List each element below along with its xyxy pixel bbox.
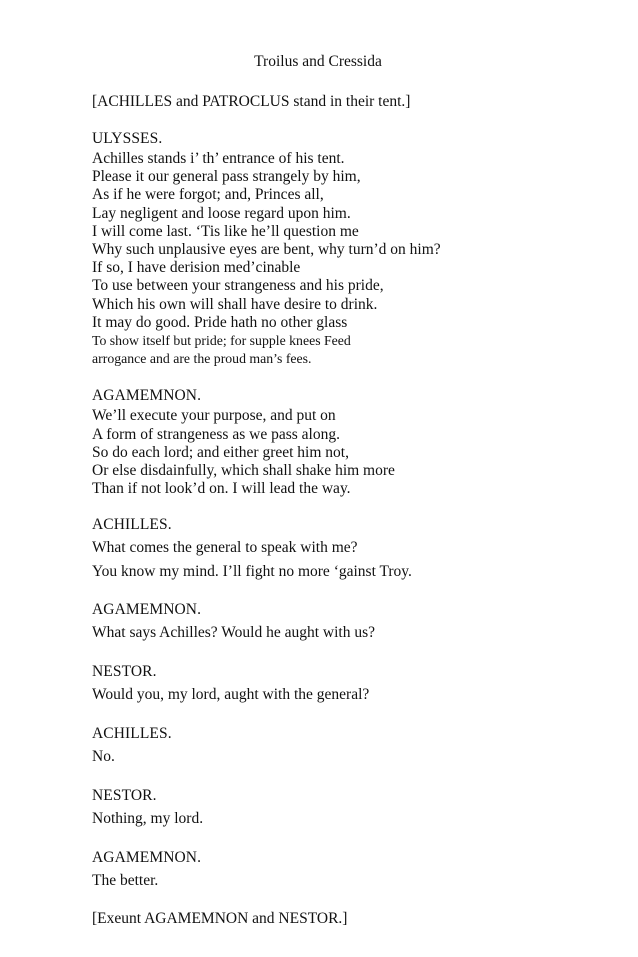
verse-line: Would you, my lord, aught with the general?: [92, 686, 370, 704]
speaker-name: ACHILLES.: [92, 516, 172, 534]
stage-direction-open: [ACHILLES and PATROCLUS stand in their tent.]: [92, 93, 411, 110]
speaker-name: AGAMEMNON.: [92, 601, 202, 619]
speech-agamemnon: [92, 386, 592, 498]
verse-line: Please it our general pass strangely by him,: [92, 168, 361, 186]
speech-nestor: [92, 662, 592, 707]
speech-ulysses: [92, 129, 592, 368]
verse-line: Than if not look’d on. I will lead the way.: [92, 480, 351, 498]
speaker-name: NESTOR.: [92, 663, 157, 681]
verse-line: If so, I have derision med’cinable: [92, 259, 301, 277]
verse-line: Which his own will shall have desire to drink.: [92, 295, 378, 313]
speech-achilles: [92, 515, 592, 584]
verse-line: What comes the general to speak with me?: [92, 539, 358, 557]
play-text: [92, 92, 592, 929]
page-title: Troilus and Cressida: [254, 53, 382, 70]
verse-line: We’ll execute your purpose, and put on: [92, 407, 336, 425]
speaker-name: AGAMEMNON.: [92, 849, 202, 867]
verse-line: No.: [92, 748, 115, 766]
speech-agamemnon: [92, 848, 592, 893]
verse-line: Nothing, my lord.: [92, 810, 204, 828]
speech-agamemnon: [92, 600, 592, 645]
verse-line: You know my mind. I’ll fight no more ‘gainst Troy.: [92, 563, 412, 581]
verse-line: Why such unplausive eyes are bent, why turn’d on him?: [92, 241, 441, 259]
speaker-name: ACHILLES.: [92, 725, 172, 743]
verse-line: To show itself but pride; for supple knees Feed: [92, 333, 351, 349]
verse-line: The better.: [92, 872, 159, 890]
verse-line: It may do good. Pride hath no other glass: [92, 313, 348, 331]
verse-line: What says Achilles? Would he aught with us?: [92, 624, 376, 642]
verse-line: So do each lord; and either greet him not,: [92, 443, 349, 461]
speech-nestor: [92, 786, 592, 831]
stage-direction-close: [Exeunt AGAMEMNON and NESTOR.]: [92, 910, 348, 928]
verse-line: Achilles stands i’ th’ entrance of his tent.: [92, 150, 345, 167]
verse-line: Lay negligent and loose regard upon him.: [92, 204, 351, 222]
verse-line: I will come last. ‘Tis like he’ll question me: [92, 222, 359, 240]
speaker-name: NESTOR.: [92, 787, 157, 805]
verse-line: As if he were forgot; and, Princes all,: [92, 186, 324, 204]
verse-line: To use between your strangeness and his pride,: [92, 277, 384, 295]
verse-line: A form of strangeness as we pass along.: [92, 425, 340, 443]
speaker-name: AGAMEMNON.: [92, 387, 202, 405]
speech-achilles: [92, 724, 592, 769]
verse-line: arrogance and are the proud man’s fees.: [92, 351, 312, 367]
verse-line: Or else disdainfully, which shall shake him more: [92, 462, 395, 480]
speaker-name: ULYSSES.: [92, 130, 163, 147]
